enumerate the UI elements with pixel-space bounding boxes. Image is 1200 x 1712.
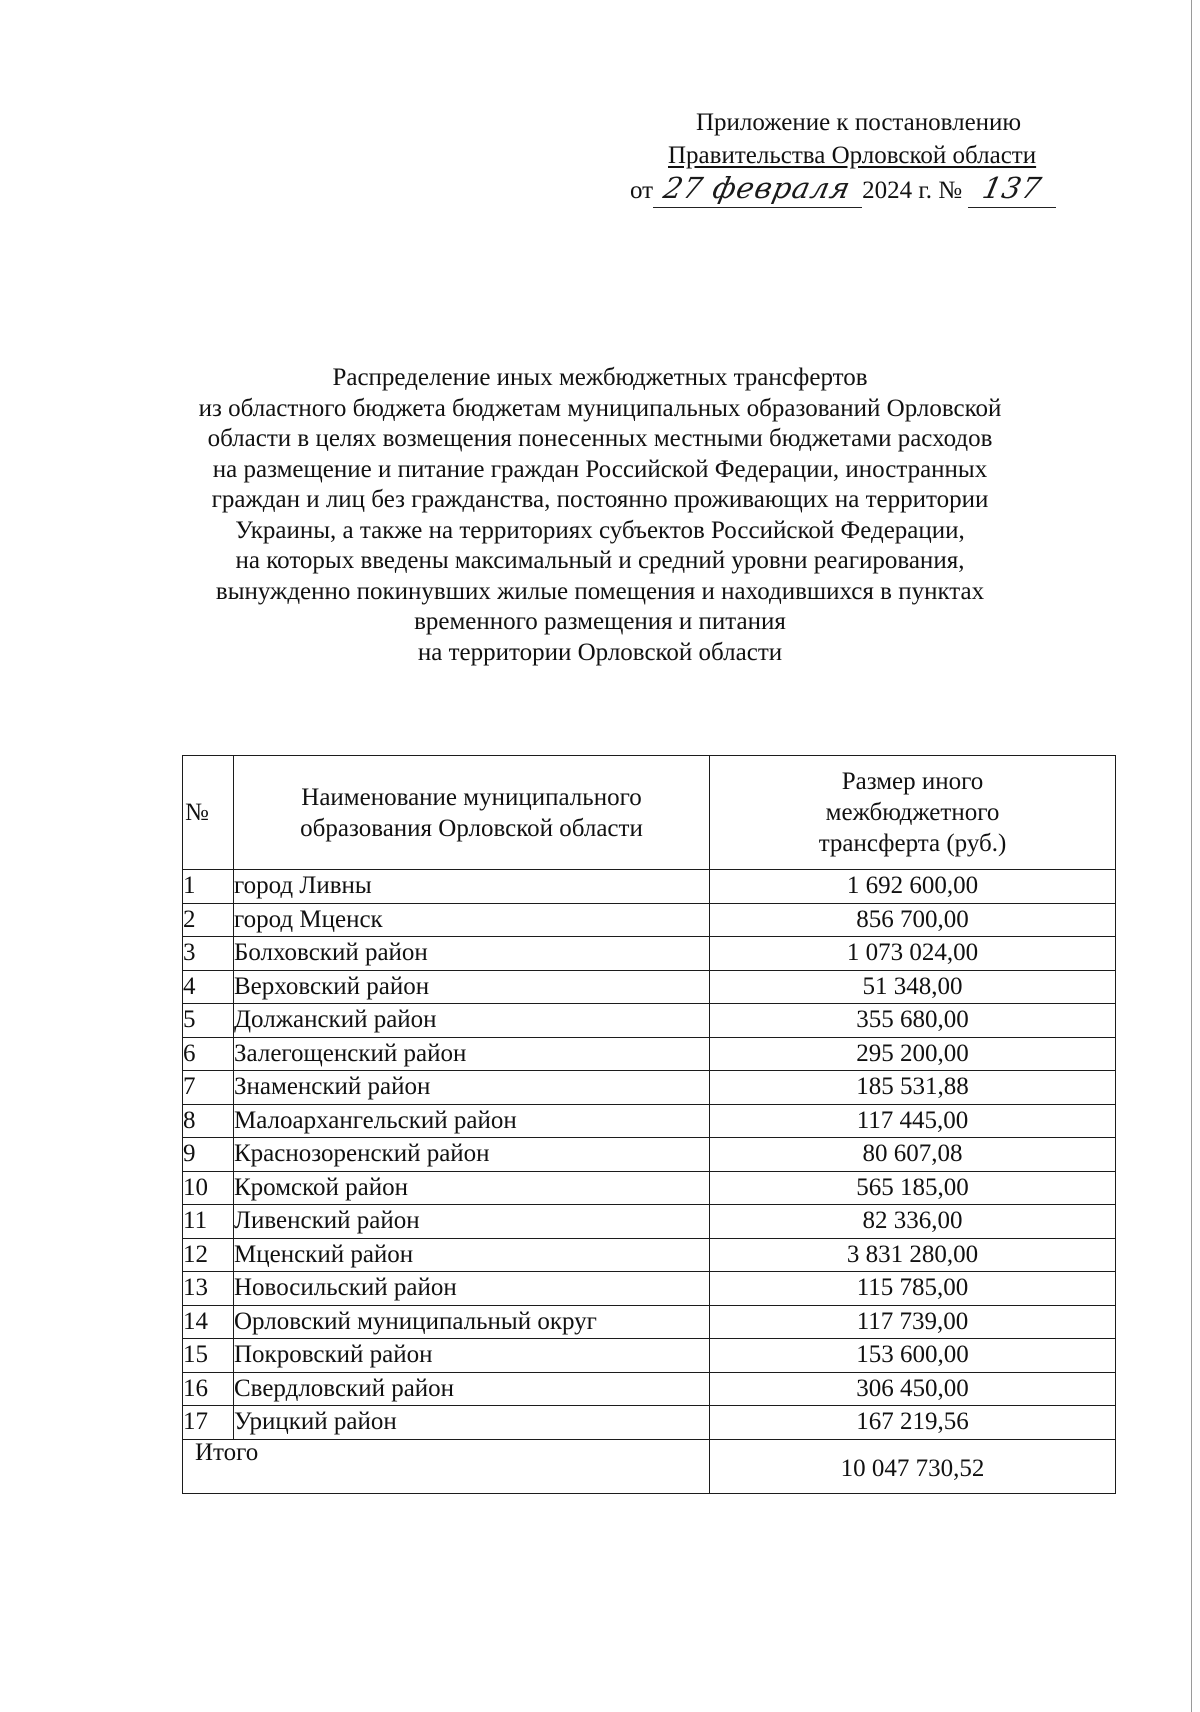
row-number: 1	[183, 870, 234, 904]
title-line: на территории Орловской области	[417, 638, 783, 666]
row-number: 8	[183, 1104, 234, 1138]
row-amount: 3 831 280,00	[710, 1238, 1116, 1272]
row-amount: 167 219,56	[710, 1406, 1116, 1440]
row-amount: 1 073 024,00	[710, 937, 1116, 971]
approval-year: 2024 г. №	[862, 177, 963, 204]
row-municipality: Верховский район	[234, 970, 710, 1004]
row-amount: 153 600,00	[710, 1339, 1116, 1373]
row-municipality: Новосильский район	[234, 1272, 710, 1306]
row-amount: 355 680,00	[710, 1004, 1116, 1038]
table-row	[183, 1171, 1116, 1205]
row-number: 2	[183, 903, 234, 937]
row-amount: 117 445,00	[710, 1104, 1116, 1138]
approval-line-1: Приложение к постановлению	[696, 109, 1022, 136]
table-row	[183, 1071, 1116, 1105]
table-row	[183, 903, 1116, 937]
row-amount: 115 785,00	[710, 1272, 1116, 1306]
row-municipality: Свердловский район	[234, 1372, 710, 1406]
row-municipality: город Мценск	[234, 903, 710, 937]
row-amount: 51 348,00	[710, 970, 1116, 1004]
table-row	[183, 1372, 1116, 1406]
row-municipality: город Ливны	[234, 870, 710, 904]
table-row	[183, 970, 1116, 1004]
title-line: области в целях возмещения понесенных местными бюджетами расходов	[207, 425, 993, 452]
handwritten-number-text: 137	[979, 171, 1046, 205]
row-number: 6	[183, 1037, 234, 1071]
handwritten-number	[968, 172, 1056, 208]
row-amount: 565 185,00	[710, 1171, 1116, 1205]
title-line: из областного бюджета бюджетам муниципальных образований Орловской	[198, 394, 1002, 422]
total-amount: 10 047 730,52	[710, 1439, 1116, 1493]
scan-edge-line	[1191, 0, 1192, 1712]
handwritten-date-text: 27 февраля	[660, 171, 855, 205]
row-municipality: Мценский район	[234, 1238, 710, 1272]
table-row	[183, 1406, 1116, 1440]
table-row	[183, 1104, 1116, 1138]
row-municipality: Знаменский район	[234, 1071, 710, 1105]
row-municipality: Урицкий район	[234, 1406, 710, 1440]
header-municipality-line-1: Наименование муниципального	[301, 783, 642, 811]
row-municipality: Болховский район	[234, 937, 710, 971]
row-amount: 185 531,88	[710, 1071, 1116, 1105]
row-number: 12	[183, 1238, 234, 1272]
table-header-row	[183, 756, 1116, 870]
approval-block	[630, 106, 1090, 208]
title-line: Украины, а также на территориях субъектов Российской Федерации,	[235, 516, 965, 544]
row-municipality: Малоархангельский район	[234, 1104, 710, 1138]
row-number: 5	[183, 1004, 234, 1038]
table-row	[183, 1238, 1116, 1272]
row-number: 13	[183, 1272, 234, 1306]
row-municipality: Краснозоренский район	[234, 1138, 710, 1172]
title-line: на которых введены максимальный и средний уровни реагирования,	[235, 547, 965, 574]
row-municipality: Залегощенский район	[234, 1037, 710, 1071]
row-number: 17	[183, 1406, 234, 1440]
row-number: 3	[183, 937, 234, 971]
row-number: 4	[183, 970, 234, 1004]
row-number: 9	[183, 1138, 234, 1172]
title-line: граждан и лиц без гражданства, постоянно проживающих на территории	[211, 486, 989, 513]
table-row	[183, 1272, 1116, 1306]
row-municipality: Покровский район	[234, 1339, 710, 1373]
row-number: 7	[183, 1071, 234, 1105]
table-row	[183, 870, 1116, 904]
title-line: Распределение иных межбюджетных трансфертов	[332, 364, 868, 391]
row-amount: 295 200,00	[710, 1037, 1116, 1071]
row-municipality: Ливенский район	[234, 1205, 710, 1239]
table-row	[183, 1037, 1116, 1071]
row-amount: 306 450,00	[710, 1372, 1116, 1406]
header-amount-line-1: Размер иного	[841, 768, 984, 795]
table-total-row	[183, 1439, 1116, 1493]
row-number: 14	[183, 1305, 234, 1339]
title-line: вынужденно покинувших жилые помещения и находившихся в пунктах	[215, 577, 985, 605]
approval-line-2: Правительства Орловской области	[668, 142, 1037, 169]
row-amount: 856 700,00	[710, 903, 1116, 937]
row-municipality: Должанский район	[234, 1004, 710, 1038]
title-line: временного размещения и питания	[414, 608, 786, 635]
row-number: 10	[183, 1171, 234, 1205]
transfers-table	[182, 755, 1116, 1494]
title-line: на размещение и питание граждан Российской Федерации, иностранных	[212, 455, 988, 483]
header-municipality-line-2: образования Орловской области	[300, 814, 643, 842]
row-number: 11	[183, 1205, 234, 1239]
row-municipality: Кромской район	[234, 1171, 710, 1205]
row-amount: 80 607,08	[710, 1138, 1116, 1172]
header-amount-line-2: межбюджетного	[825, 799, 1000, 826]
table-row	[183, 1305, 1116, 1339]
table-row	[183, 937, 1116, 971]
table-row	[183, 1004, 1116, 1038]
table-row	[183, 1339, 1116, 1373]
header-amount	[710, 756, 1116, 870]
header-amount-line-3: трансферта (руб.)	[818, 830, 1007, 857]
handwritten-date	[653, 172, 862, 208]
header-municipality	[234, 756, 710, 870]
row-amount: 1 692 600,00	[710, 870, 1116, 904]
row-amount: 82 336,00	[710, 1205, 1116, 1239]
document-title	[120, 363, 1080, 668]
approval-date-line	[630, 172, 1090, 208]
table-row	[183, 1205, 1116, 1239]
row-amount: 117 739,00	[710, 1305, 1116, 1339]
approval-prefix: от	[630, 177, 654, 204]
table-row	[183, 1138, 1116, 1172]
header-number: №	[183, 756, 234, 870]
row-municipality: Орловский муниципальный округ	[234, 1305, 710, 1339]
total-label: Итого	[183, 1439, 710, 1493]
row-number: 15	[183, 1339, 234, 1373]
row-number: 16	[183, 1372, 234, 1406]
